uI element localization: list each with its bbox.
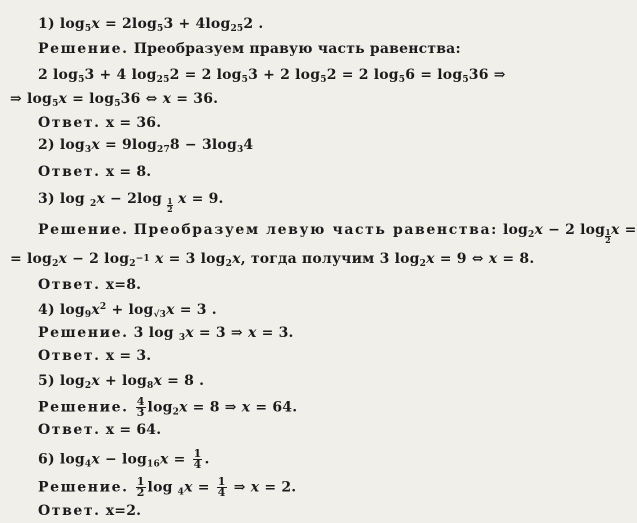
problem-4-answer (38, 347, 151, 365)
problem-5-solution: Решение. $\frac{4}{3}$ $\log_2x = 8$ ⇒ x = 64. (38, 395, 298, 419)
tail-text: тогда получим (250, 251, 375, 267)
solution-label: Решение. (38, 222, 129, 238)
answer-value: x = 3. (105, 348, 152, 364)
solution-label: Решение. (38, 325, 129, 341)
problem-5-equation: 5) $\log_2x + \log_8x = 8$ . (38, 373, 205, 391)
answer-value: x=2. (105, 503, 142, 519)
answer-label: Ответ. (38, 277, 101, 293)
problem-4-solution: Решение. 3 log $_3$x = 3 ⇒ x = 3. (38, 325, 294, 343)
problem-3-equation: 3) log $_2$x − 2log $\frac{1}{2}$ x = 9. (38, 191, 224, 214)
solution-label: Решение. (38, 399, 129, 416)
problem-6-solution: Решение. $\frac{1}{2}$ log $_4$x = $\frac{1}{4}$ ⇒ x = 2. (38, 475, 297, 499)
answer-value: x=8. (105, 277, 142, 293)
solution-text: Преобразуем правую часть равенства: (133, 41, 461, 57)
problem-2-equation: 2) $\log_3x = 9\log_{27}8 - 3\log_34$ (38, 137, 254, 155)
answer-label: Ответ. (38, 348, 101, 364)
problem-1-derivation: 2 $\log_53 + 4$ $\log_{25}2 = 2$ $\log_53 + 2$ $\log_52 = 2$ $\log_56 = \log_536$ ⇒ (38, 67, 506, 85)
solution-text: Преобразуем левую часть равенства: (133, 222, 498, 238)
problem-1-solution-intro (38, 40, 461, 58)
answer-value: x = 36. (105, 115, 162, 131)
answer-label: Ответ. (38, 422, 101, 438)
problem-3-derivation: = $\log_2x - 2$ $\log_{2^{-1}} x = 3$ $\log_2x$, тогда получим 3 $\log_2x = 9$ ⇔ x = 8. (10, 251, 535, 269)
solution-label: Решение. (38, 479, 129, 496)
problem-1-equation: 1) $\log_5x = 2\log_53 + 4\log_{25}2$ . (38, 16, 264, 34)
answer-value: x = 8. (105, 164, 152, 180)
problem-6-answer (38, 502, 141, 520)
problem-3-solution-intro: Решение. Преобразуем левую часть равенства: $\log_2x - 2$ log $\frac{1}{2}$ x = (38, 222, 637, 245)
problem-3-answer (38, 276, 141, 294)
problem-2-answer (38, 163, 151, 181)
problem-1-derivation-cont: ⇒ $\log_5x = \log_536$ ⇔ x = 36. (10, 91, 219, 109)
answer-label: Ответ. (38, 164, 101, 180)
problem-5-answer (38, 421, 161, 439)
problem-6-equation: 6) $\log_4x - \log_{16}x$ = $\frac{1}{4}$ . (38, 447, 210, 471)
problem-1-answer (38, 114, 161, 132)
answer-label: Ответ. (38, 503, 101, 519)
answer-label: Ответ. (38, 115, 101, 131)
answer-value: x = 64. (105, 422, 162, 438)
solution-label: Решение. (38, 41, 129, 57)
problem-4-equation: 4) $\log_9x^2 + \log_{√3}x = 3$ . (38, 302, 217, 320)
